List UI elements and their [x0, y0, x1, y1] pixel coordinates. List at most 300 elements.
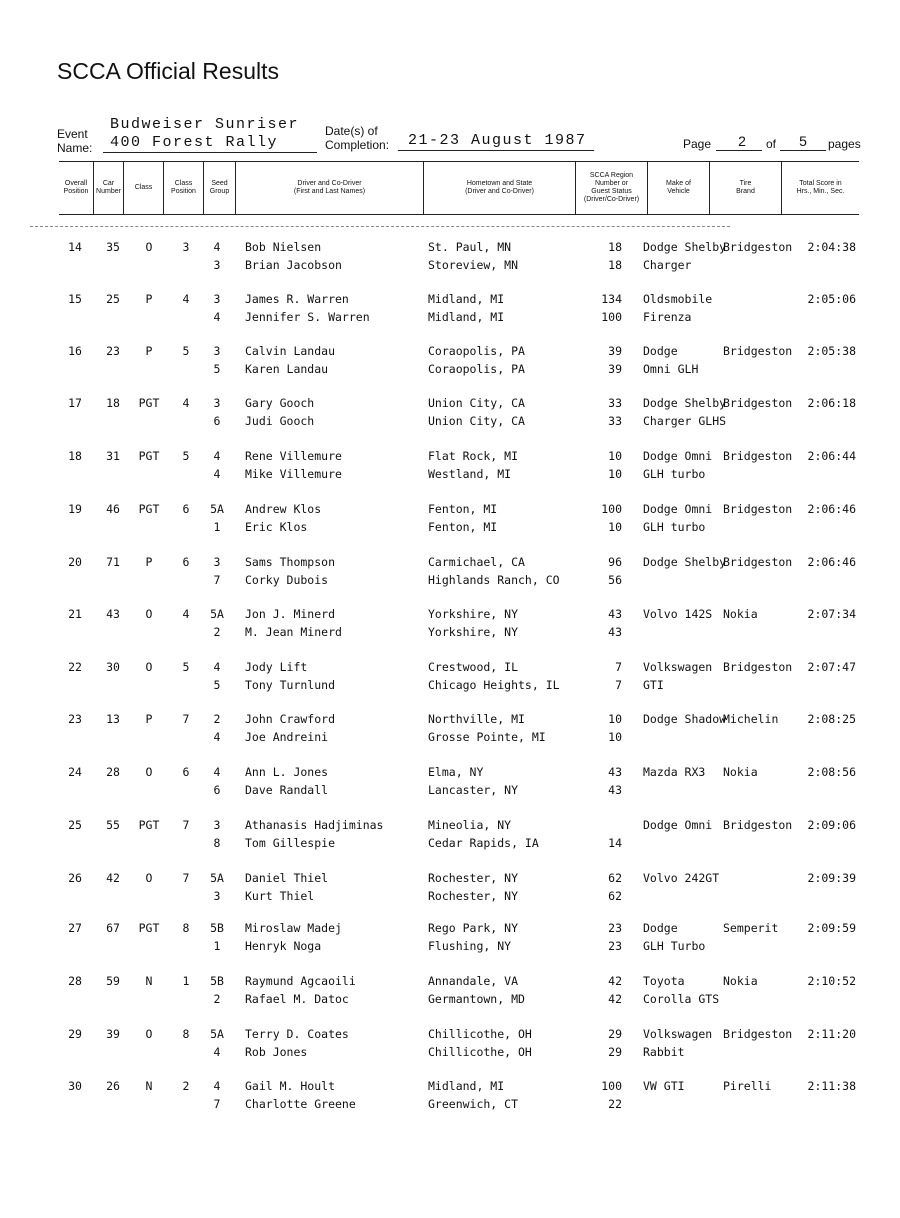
header-driver: Driver and Co-Driver (First and Last Names) — [235, 162, 423, 214]
class: O — [145, 660, 153, 674]
total-score: 2:07:47 — [807, 660, 856, 674]
total-score: 2:11:38 — [807, 1079, 856, 1093]
driver-region: 100 — [601, 502, 622, 516]
seed-group-codriver: 8 — [213, 836, 221, 850]
class: P — [145, 344, 153, 358]
seed-group-driver: 5A — [210, 607, 224, 621]
seed-group-codriver: 7 — [213, 573, 221, 587]
vehicle-model: GLH turbo — [643, 520, 706, 534]
car-number: 67 — [106, 921, 120, 935]
vehicle-model: Firenza — [643, 310, 692, 324]
vehicle-make: Dodge — [643, 921, 678, 935]
car-number: 46 — [106, 502, 120, 516]
driver-hometown: Midland, MI — [428, 1079, 505, 1093]
seed-group-codriver: 4 — [213, 467, 221, 481]
result-entry — [0, 816, 900, 856]
codriver-region: 62 — [608, 889, 622, 903]
seed-group-driver: 5B — [210, 974, 224, 988]
driver-name: Andrew Klos — [245, 502, 322, 516]
driver-name: John Crawford — [245, 712, 336, 726]
car-number: 43 — [106, 607, 120, 621]
codriver-name: Corky Dubois — [245, 573, 329, 587]
driver-region: 33 — [608, 396, 622, 410]
seed-group-driver: 5A — [210, 502, 224, 516]
car-number: 30 — [106, 660, 120, 674]
car-number: 26 — [106, 1079, 120, 1093]
codriver-region: 10 — [608, 730, 622, 744]
car-number: 31 — [106, 449, 120, 463]
class-position: 5 — [182, 660, 190, 674]
total-pages: 5 — [799, 133, 807, 149]
of-label: of — [766, 137, 777, 151]
total-score: 2:09:06 — [807, 818, 856, 832]
codriver-hometown: Westland, MI — [428, 467, 512, 481]
class: O — [145, 240, 153, 254]
overall-position: 15 — [68, 292, 82, 306]
page-label: Page — [683, 137, 712, 151]
class: P — [145, 292, 153, 306]
driver-hometown: Flat Rock, MI — [428, 449, 519, 463]
driver-region: 10 — [608, 449, 622, 463]
driver-hometown: Chillicothe, OH — [428, 1027, 532, 1041]
car-number: 25 — [106, 292, 120, 306]
tire-brand: Pirelli — [723, 1079, 772, 1093]
result-entry — [0, 658, 900, 698]
vehicle-make: Volvo 142S — [643, 607, 713, 621]
tire-brand: Nokia — [723, 974, 758, 988]
vehicle-model: Charger — [643, 258, 692, 272]
codriver-hometown: Chicago Heights, IL — [428, 678, 560, 692]
overall-position: 26 — [68, 871, 82, 885]
codriver-name: M. Jean Minerd — [245, 625, 342, 639]
driver-hometown: Annandale, VA — [428, 974, 519, 988]
vehicle-make: Dodge Shelby — [643, 555, 727, 569]
driver-region: 43 — [608, 607, 622, 621]
class-position: 5 — [182, 449, 190, 463]
event-name-line1: Budweiser Sunriser — [110, 116, 300, 133]
car-number: 42 — [106, 871, 120, 885]
class-position: 7 — [182, 871, 190, 885]
total-score: 2:09:59 — [807, 921, 856, 935]
codriver-hometown: Yorkshire, NY — [428, 625, 519, 639]
driver-hometown: Carmichael, CA — [428, 555, 525, 569]
seed-group-driver: 4 — [213, 765, 221, 779]
codriver-region: 10 — [608, 467, 622, 481]
overall-position: 25 — [68, 818, 82, 832]
car-number: 35 — [106, 240, 120, 254]
driver-region: 7 — [615, 660, 622, 674]
total-score: 2:04:38 — [807, 240, 856, 254]
vehicle-make: Dodge Shelby — [643, 396, 727, 410]
class-position: 7 — [182, 712, 190, 726]
overall-position: 16 — [68, 344, 82, 358]
seed-group-codriver: 6 — [213, 414, 221, 428]
seed-group-codriver: 4 — [213, 1045, 221, 1059]
tire-brand: Bridgeston — [723, 660, 793, 674]
tire-brand: Bridgeston — [723, 502, 793, 516]
total-score: 2:05:06 — [807, 292, 856, 306]
driver-hometown: St. Paul, MN — [428, 240, 512, 254]
driver-name: Miroslaw Madej — [245, 921, 342, 935]
overall-position: 22 — [68, 660, 82, 674]
total-score: 2:05:38 — [807, 344, 856, 358]
codriver-hometown: Storeview, MN — [428, 258, 519, 272]
seed-group-driver: 3 — [213, 555, 221, 569]
overall-position: 27 — [68, 921, 82, 935]
class-position: 4 — [182, 292, 190, 306]
seed-group-codriver: 4 — [213, 730, 221, 744]
codriver-name: Rob Jones — [245, 1045, 308, 1059]
class-position: 7 — [182, 818, 190, 832]
vehicle-model: GLH turbo — [643, 467, 706, 481]
driver-hometown: Coraopolis, PA — [428, 344, 525, 358]
total-score: 2:08:56 — [807, 765, 856, 779]
driver-region: 18 — [608, 240, 622, 254]
codriver-name: Mike Villemure — [245, 467, 342, 481]
codriver-name: Kurt Thiel — [245, 889, 315, 903]
seed-group-driver: 3 — [213, 292, 221, 306]
codriver-hometown: Flushing, NY — [428, 939, 512, 953]
codriver-name: Henryk Noga — [245, 939, 322, 953]
event-name-underline — [103, 152, 317, 153]
class: N — [145, 974, 153, 988]
codriver-name: Karen Landau — [245, 362, 329, 376]
overall-position: 28 — [68, 974, 82, 988]
total-score: 2:07:34 — [807, 607, 856, 621]
tire-brand: Michelin — [723, 712, 779, 726]
driver-name: Terry D. Coates — [245, 1027, 349, 1041]
class-position: 1 — [182, 974, 190, 988]
class: O — [145, 765, 153, 779]
header-hometown: Hometown and State (Driver and Co-Driver) — [423, 162, 575, 214]
vehicle-make: Dodge Omni — [643, 449, 713, 463]
codriver-region: 23 — [608, 939, 622, 953]
total-pages-underline — [780, 150, 826, 151]
car-number: 71 — [106, 555, 120, 569]
class-position: 8 — [182, 1027, 190, 1041]
result-entry — [0, 553, 900, 593]
result-entry — [0, 1025, 900, 1065]
codriver-region: 22 — [608, 1097, 622, 1111]
codriver-hometown: Grosse Pointe, MI — [428, 730, 546, 744]
total-score: 2:10:52 — [807, 974, 856, 988]
codriver-name: Rafael M. Datoc — [245, 992, 349, 1006]
class-position: 3 — [182, 240, 190, 254]
driver-region: 43 — [608, 765, 622, 779]
class: P — [145, 555, 153, 569]
driver-region: 10 — [608, 712, 622, 726]
seed-group-driver: 3 — [213, 396, 221, 410]
seed-group-driver: 3 — [213, 818, 221, 832]
driver-name: Bob Nielsen — [245, 240, 322, 254]
event-name-label: Name: — [57, 141, 93, 155]
driver-region: 29 — [608, 1027, 622, 1041]
codriver-region: 39 — [608, 362, 622, 376]
class-position: 6 — [182, 502, 190, 516]
codriver-region: 42 — [608, 992, 622, 1006]
driver-region: 134 — [601, 292, 622, 306]
seed-group-driver: 5A — [210, 1027, 224, 1041]
codriver-name: Joe Andreini — [245, 730, 329, 744]
codriver-name: Eric Klos — [245, 520, 308, 534]
codriver-hometown: Union City, CA — [428, 414, 525, 428]
tire-brand: Nokia — [723, 765, 758, 779]
driver-hometown: Midland, MI — [428, 292, 505, 306]
class: PGT — [138, 818, 160, 832]
header-total-score: Total Score in Hrs., Min., Sec. — [781, 162, 859, 214]
tire-brand: Nokia — [723, 607, 758, 621]
driver-hometown: Mineolia, NY — [428, 818, 512, 832]
pages-label: pages — [828, 137, 861, 151]
codriver-hometown: Midland, MI — [428, 310, 505, 324]
vehicle-make: Volkswagen — [643, 660, 713, 674]
vehicle-make: Toyota — [643, 974, 685, 988]
codriver-region: 29 — [608, 1045, 622, 1059]
codriver-hometown: Germantown, MD — [428, 992, 525, 1006]
header-class: Class — [123, 162, 163, 214]
seed-group-codriver: 3 — [213, 889, 221, 903]
driver-name: Gary Gooch — [245, 396, 315, 410]
event-name-line2: 400 Forest Rally — [110, 134, 279, 151]
vehicle-make: Dodge Shelby — [643, 240, 727, 254]
overall-position: 18 — [68, 449, 82, 463]
driver-name: Gail M. Hoult — [245, 1079, 336, 1093]
driver-name: Calvin Landau — [245, 344, 336, 358]
vehicle-make: VW GTI — [643, 1079, 685, 1093]
codriver-region: 10 — [608, 520, 622, 534]
codriver-hometown: Chillicothe, OH — [428, 1045, 532, 1059]
class: PGT — [138, 502, 160, 516]
class: PGT — [138, 396, 160, 410]
result-entry — [0, 919, 900, 959]
codriver-region: 14 — [608, 836, 622, 850]
codriver-name: Jennifer S. Warren — [245, 310, 370, 324]
total-score: 2:08:25 — [807, 712, 856, 726]
driver-region: 23 — [608, 921, 622, 935]
header-overall-position: Overall Position — [63, 180, 89, 195]
seed-group-codriver: 2 — [213, 625, 221, 639]
class: O — [145, 1027, 153, 1041]
driver-hometown: Rochester, NY — [428, 871, 519, 885]
driver-hometown: Elma, NY — [428, 765, 484, 779]
vehicle-make: Volkswagen — [643, 1027, 713, 1041]
driver-name: Rene Villemure — [245, 449, 342, 463]
page-title: SCCA Official Results — [57, 58, 279, 84]
codriver-region: 33 — [608, 414, 622, 428]
seed-group-codriver: 2 — [213, 992, 221, 1006]
overall-position: 20 — [68, 555, 82, 569]
tire-brand: Bridgeston — [723, 818, 793, 832]
result-entry — [0, 869, 900, 909]
driver-name: Ann L. Jones — [245, 765, 329, 779]
class: O — [145, 871, 153, 885]
tire-brand: Bridgeston — [723, 396, 793, 410]
codriver-name: Charlotte Greene — [245, 1097, 356, 1111]
result-entry — [0, 710, 900, 750]
overall-position: 29 — [68, 1027, 82, 1041]
seed-group-driver: 4 — [213, 449, 221, 463]
seed-group-codriver: 1 — [213, 939, 221, 953]
driver-hometown: Northville, MI — [428, 712, 525, 726]
driver-hometown: Rego Park, NY — [428, 921, 519, 935]
vehicle-make: Oldsmobile — [643, 292, 713, 306]
seed-group-codriver: 4 — [213, 310, 221, 324]
vehicle-make: Dodge Shadow — [643, 712, 727, 726]
driver-region: 62 — [608, 871, 622, 885]
driver-name: Daniel Thiel — [245, 871, 329, 885]
seed-group-driver: 5A — [210, 871, 224, 885]
seed-group-codriver: 3 — [213, 258, 221, 272]
class: P — [145, 712, 153, 726]
result-entry — [0, 342, 900, 382]
codriver-name: Dave Randall — [245, 783, 329, 797]
class-position: 6 — [182, 555, 190, 569]
total-score: 2:06:46 — [807, 555, 856, 569]
driver-name: Jody Lift — [245, 660, 308, 674]
seed-group-codriver: 5 — [213, 362, 221, 376]
vehicle-model: Corolla GTS — [643, 992, 720, 1006]
driver-region: 96 — [608, 555, 622, 569]
driver-hometown: Fenton, MI — [428, 502, 498, 516]
class-position: 8 — [182, 921, 190, 935]
vehicle-make: Mazda RX3 — [643, 765, 706, 779]
codriver-hometown: Coraopolis, PA — [428, 362, 525, 376]
vehicle-model: GLH Turbo — [643, 939, 706, 953]
header-seed-group: Seed Group — [203, 162, 235, 214]
driver-name: Sams Thompson — [245, 555, 336, 569]
total-score: 2:06:18 — [807, 396, 856, 410]
result-entry — [0, 605, 900, 645]
codriver-hometown: Rochester, NY — [428, 889, 519, 903]
seed-group-driver: 4 — [213, 660, 221, 674]
vehicle-make: Dodge — [643, 344, 678, 358]
tire-brand: Bridgeston — [723, 555, 793, 569]
driver-name: James R. Warren — [245, 292, 349, 306]
vehicle-model: GTI — [643, 678, 664, 692]
codriver-name: Brian Jacobson — [245, 258, 342, 272]
tire-brand: Bridgeston — [723, 449, 793, 463]
overall-position: 17 — [68, 396, 82, 410]
vehicle-model: Charger GLHS — [643, 414, 727, 428]
codriver-region: 56 — [608, 573, 622, 587]
car-number: 23 — [106, 344, 120, 358]
total-score: 2:09:39 — [807, 871, 856, 885]
codriver-region: 18 — [608, 258, 622, 272]
vehicle-model: Omni GLH — [643, 362, 699, 376]
driver-hometown: Yorkshire, NY — [428, 607, 519, 621]
overall-position: 21 — [68, 607, 82, 621]
driver-name: Jon J. Minerd — [245, 607, 336, 621]
dates-underline — [398, 150, 594, 151]
car-number: 13 — [106, 712, 120, 726]
seed-group-driver: 5B — [210, 921, 224, 935]
overall-position: 30 — [68, 1079, 82, 1093]
header-make: Make of Vehicle — [647, 162, 709, 214]
codriver-hometown: Cedar Rapids, IA — [428, 836, 539, 850]
class-position: 2 — [182, 1079, 190, 1093]
class: PGT — [138, 449, 160, 463]
overall-position: 14 — [68, 240, 82, 254]
vehicle-make: Dodge Omni — [643, 818, 713, 832]
result-entry — [0, 1077, 900, 1117]
seed-group-codriver: 5 — [213, 678, 221, 692]
header-tire: Tire Brand — [709, 162, 781, 214]
header-car-number: Car Number — [93, 162, 123, 214]
vehicle-make: Dodge Omni — [643, 502, 713, 516]
class-position: 4 — [182, 607, 190, 621]
column-header-row — [59, 161, 859, 215]
car-number: 28 — [106, 765, 120, 779]
header-class-position: Class Position — [163, 162, 203, 214]
tire-brand: Bridgeston — [723, 1027, 793, 1041]
seed-group-codriver: 6 — [213, 783, 221, 797]
result-entry — [0, 447, 900, 487]
driver-name: Athanasis Hadjiminas — [245, 818, 384, 832]
result-entry — [0, 972, 900, 1012]
driver-region: 42 — [608, 974, 622, 988]
car-number: 39 — [106, 1027, 120, 1041]
overall-position: 23 — [68, 712, 82, 726]
result-entry — [0, 238, 900, 278]
codriver-name: Tony Turnlund — [245, 678, 336, 692]
class-position: 6 — [182, 765, 190, 779]
codriver-region: 100 — [601, 310, 622, 324]
car-number: 55 — [106, 818, 120, 832]
codriver-region: 43 — [608, 625, 622, 639]
header-scca-region: SCCA Region Number or Guest Status (Driver/Co-Driver) — [575, 162, 647, 214]
seed-group-codriver: 7 — [213, 1097, 221, 1111]
page-underline — [716, 150, 762, 151]
result-entry — [0, 500, 900, 540]
tire-brand: Semperit — [723, 921, 779, 935]
driver-region: 39 — [608, 344, 622, 358]
codriver-hometown: Lancaster, NY — [428, 783, 519, 797]
car-number: 18 — [106, 396, 120, 410]
class: O — [145, 607, 153, 621]
codriver-name: Judi Gooch — [245, 414, 315, 428]
total-score: 2:06:46 — [807, 502, 856, 516]
driver-hometown: Crestwood, IL — [428, 660, 519, 674]
seed-group-driver: 4 — [213, 1079, 221, 1093]
codriver-hometown: Greenwich, CT — [428, 1097, 519, 1111]
seed-group-codriver: 1 — [213, 520, 221, 534]
tire-brand: Bridgeston — [723, 240, 793, 254]
class: N — [145, 1079, 153, 1093]
class-position: 5 — [182, 344, 190, 358]
class: PGT — [138, 921, 160, 935]
vehicle-make: Volvo 242GT — [643, 871, 720, 885]
result-entry — [0, 290, 900, 330]
result-entry — [0, 763, 900, 803]
seed-group-driver: 3 — [213, 344, 221, 358]
codriver-name: Tom Gillespie — [245, 836, 336, 850]
codriver-hometown: Fenton, MI — [428, 520, 498, 534]
car-number: 59 — [106, 974, 120, 988]
driver-name: Raymund Agcaoili — [245, 974, 356, 988]
event-dates: 21-23 August 1987 — [408, 132, 587, 149]
seed-group-driver: 4 — [213, 240, 221, 254]
total-score: 2:11:20 — [807, 1027, 856, 1041]
tire-brand: Bridgeston — [723, 344, 793, 358]
page-number: 2 — [738, 133, 746, 149]
driver-region: 100 — [601, 1079, 622, 1093]
overall-position: 24 — [68, 765, 82, 779]
overall-position: 19 — [68, 502, 82, 516]
result-entry — [0, 394, 900, 434]
total-score: 2:06:44 — [807, 449, 856, 463]
vehicle-model: Rabbit — [643, 1045, 685, 1059]
class-position: 4 — [182, 396, 190, 410]
